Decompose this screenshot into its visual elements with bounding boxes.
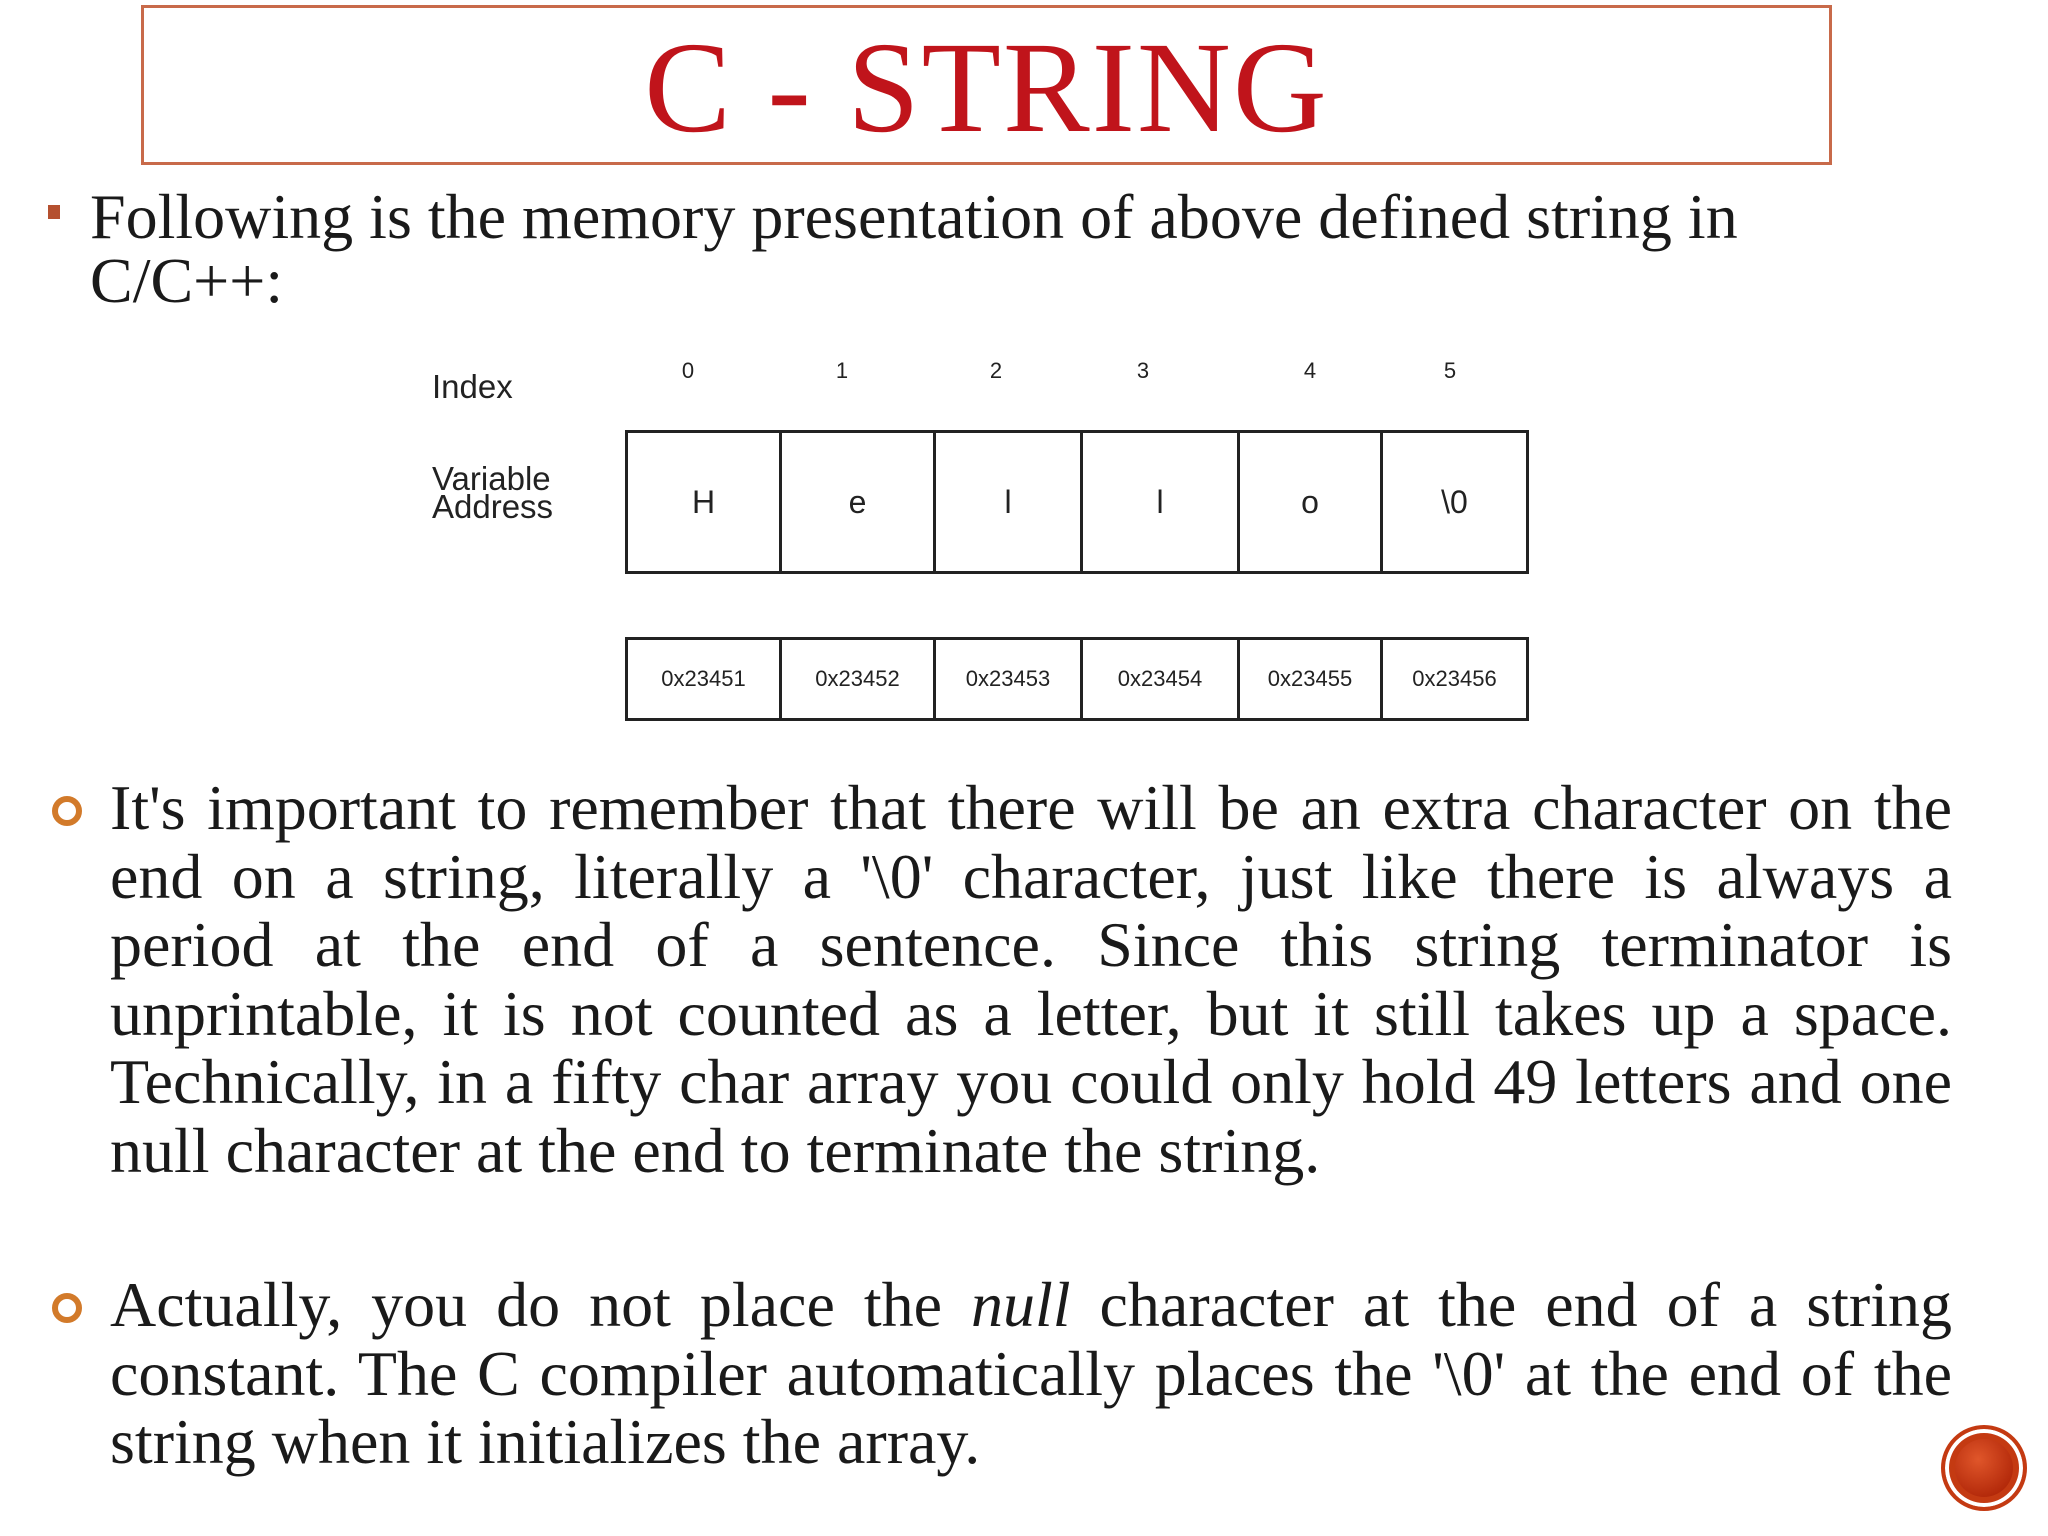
address-cell: 0x23451 [628, 640, 782, 718]
paragraph-text-end: character at the end of a string constant. The C compiler automatically places the '\0' at the end of the string when it initializes the array. [110, 1269, 1953, 1477]
variable-cell: e [782, 433, 936, 571]
intro-text: Following is the memory presentation of above defined string in C/C++: [90, 181, 1738, 316]
variable-cell: o [1240, 433, 1383, 571]
variable-cell: H [628, 433, 782, 571]
intro-bullet [48, 181, 1928, 316]
paragraph-compiler [52, 1271, 1952, 1477]
index-value: 2 [989, 358, 1003, 383]
ring-bullet-icon [52, 796, 82, 826]
index-value: 1 [835, 358, 849, 383]
variable-cell: \0 [1441, 483, 1468, 520]
address-cell: 0x23455 [1240, 640, 1383, 718]
index-value: 5 [1443, 358, 1457, 383]
nav-circle-fill [1955, 1439, 2013, 1497]
address-label: Address [432, 488, 554, 525]
paragraph-text [110, 1271, 1952, 1477]
variable-row [625, 430, 1529, 574]
address-cell: 0x23456 [1412, 666, 1497, 691]
index-value: 0 [681, 358, 695, 383]
title-box [141, 5, 1832, 165]
address-row [625, 637, 1529, 721]
slide-title: C - STRING [644, 16, 1329, 160]
variable-cell: l [936, 433, 1083, 571]
paragraph-text-start: Actually, you do not place the [110, 1269, 971, 1340]
ring-bullet-icon [52, 1293, 82, 1323]
variable-label: Variable [432, 460, 551, 497]
null-emphasis: null [970, 1269, 1071, 1340]
circle-nav-icon[interactable] [1941, 1425, 2027, 1511]
variable-cell: l [1083, 433, 1240, 571]
index-value: 4 [1303, 358, 1317, 383]
index-value: 3 [1136, 358, 1150, 383]
memory-diagram [420, 340, 1540, 740]
paragraph-terminator [52, 774, 1952, 1185]
address-cell: 0x23454 [1083, 640, 1240, 718]
paragraph-text: It's important to remember that there will be an extra character on the end on a string, literally a '\0' character, just like there is always a period at the end of a sentence. Since this string terminator is unprintable, it is not counted as a letter, but it still takes up a space. Technically, in a fifty char array you could only hold 49 letters and one null character at the end to terminate the string. [110, 772, 1952, 1186]
square-bullet-icon [48, 205, 60, 219]
index-label: Index [432, 368, 513, 405]
address-cell: 0x23452 [782, 640, 936, 718]
address-cell: 0x23453 [936, 640, 1083, 718]
